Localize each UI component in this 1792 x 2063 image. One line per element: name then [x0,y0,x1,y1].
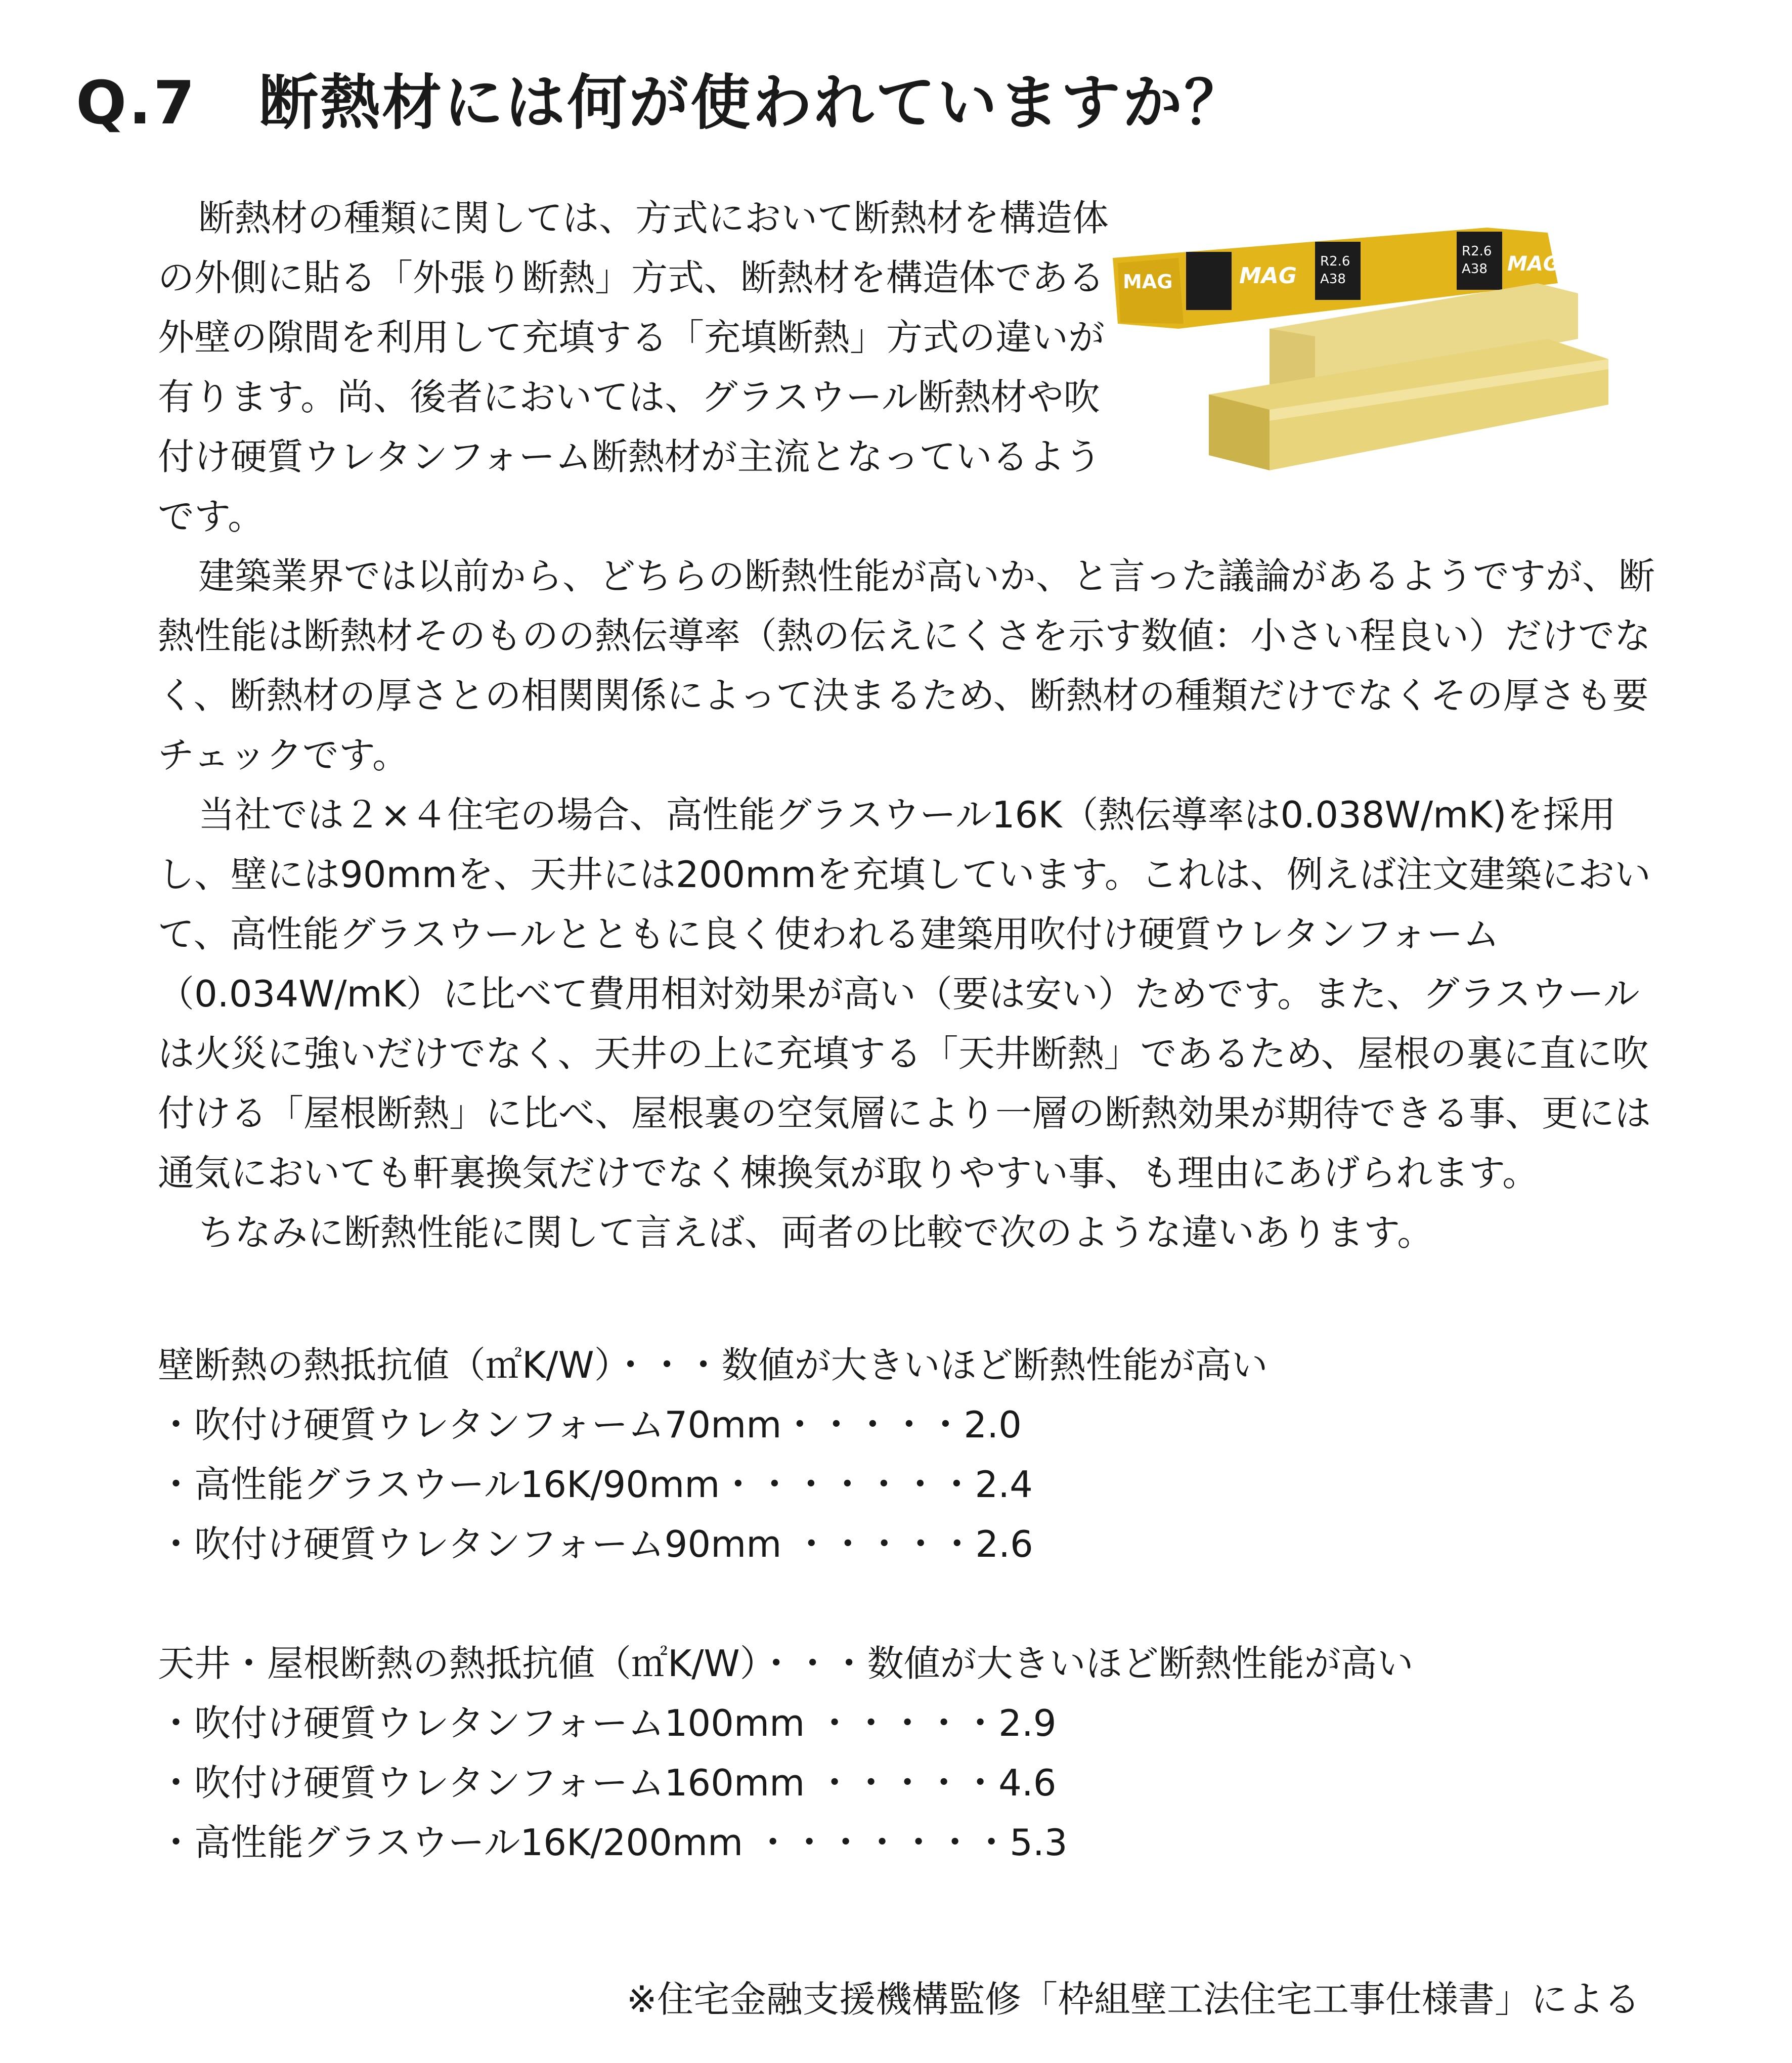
paragraph-1: 断熱材の種類に関しては、方式において断熱材を構造体の外側に貼る「外張り断熱」方式、断熱材を構造体である外壁の隙間を利用して充填する「充填断熱」方式の違いが有ります。尚、後者においては、グラスウール断熱材や吹付け硬質ウレタンフォーム断熱材が主流となっているようです。 [158,197,1109,538]
package-rvalue: R2.6 [1462,244,1492,259]
package-brand: MAG [1239,263,1297,289]
insulation-photo [1103,223,1619,506]
list-item: ・高性能グラスウール16K/200mm ・・・・・・・5.3 [158,1821,1068,1864]
paragraph-3: 当社では２×４住宅の場合、高性能グラスウール16K（熱伝導率は0.038W/mK)を採用し、壁には90mmを、天井には200mmを充填しています。これは、例えば注文建築において、高性能グラスウールとともに良く使われる建築用吹付け硬質ウレタンフォーム（0.034W/mK）に比べて費用相対効果が高い（要は安い）ためです。また、グラスウールは火災に強いだけでなく、天井の上に充填する「天井断熱」であるため、屋根の裏に直に吹付ける「屋根断熱」に比べ、屋根裏の空気層により一層の断熱効果が期待できる事、更には通気においても軒裏換気だけでなく棟換気が取りやすい事、も理由にあげられます。 [158,794,1651,1194]
list-item: ・吹付け硬質ウレタンフォーム100mm ・・・・・2.9 [158,1702,1057,1744]
package-rvalue: R2.6 [1320,254,1350,269]
list-item: ・吹付け硬質ウレタンフォーム70mm・・・・・2.0 [158,1403,1022,1446]
paragraph-4: ちなみに断熱性能に関して言えば、両者の比較で次のような違いあります。 [198,1211,1434,1254]
package-brand: MAG [1123,271,1173,293]
wall-heading: 壁断熱の熱抵抗値（㎡K/W）・・・数値が大きいほど断熱性能が高い [158,1344,1268,1386]
ceiling-heading: 天井・屋根断熱の熱抵抗値（㎡K/W）・・・数値が大きいほど断熱性能が高い [158,1642,1414,1685]
ceiling-resistance-list [158,1634,1414,1872]
page-title: Q.7 断熱材には何が使われていますか？ [76,68,1246,138]
list-item: ・吹付け硬質ウレタンフォーム90mm ・・・・・2.6 [158,1523,1033,1565]
list-item: ・高性能グラスウール16K/90mm・・・・・・・2.4 [158,1463,1033,1506]
source-footnote: ※住宅金融支援機構監修「枠組壁工法住宅工事仕様書」による [626,1978,1640,2021]
package-brand: MAG [1507,252,1560,276]
package-code: A38 [1320,272,1346,287]
wall-resistance-list [158,1335,1268,1574]
package-label-panel [1186,252,1232,310]
package-label-panel [1457,232,1502,290]
paragraph-2: 建築業界では以前から、どちらの断熱性能が高いか、と言った議論があるようですが、断熱性能は断熱材そのものの熱伝導率（熱の伝えにくさを示す数値：小さい程良い）だけでなく、断熱材の厚さとの相関関係によって決まるため、断熱材の種類だけでなくその厚さも要チェックです。 [158,555,1655,776]
list-item: ・吹付け硬質ウレタンフォーム160mm ・・・・・4.6 [158,1762,1057,1804]
package-label-panel [1315,242,1361,300]
package-code: A38 [1462,261,1488,277]
